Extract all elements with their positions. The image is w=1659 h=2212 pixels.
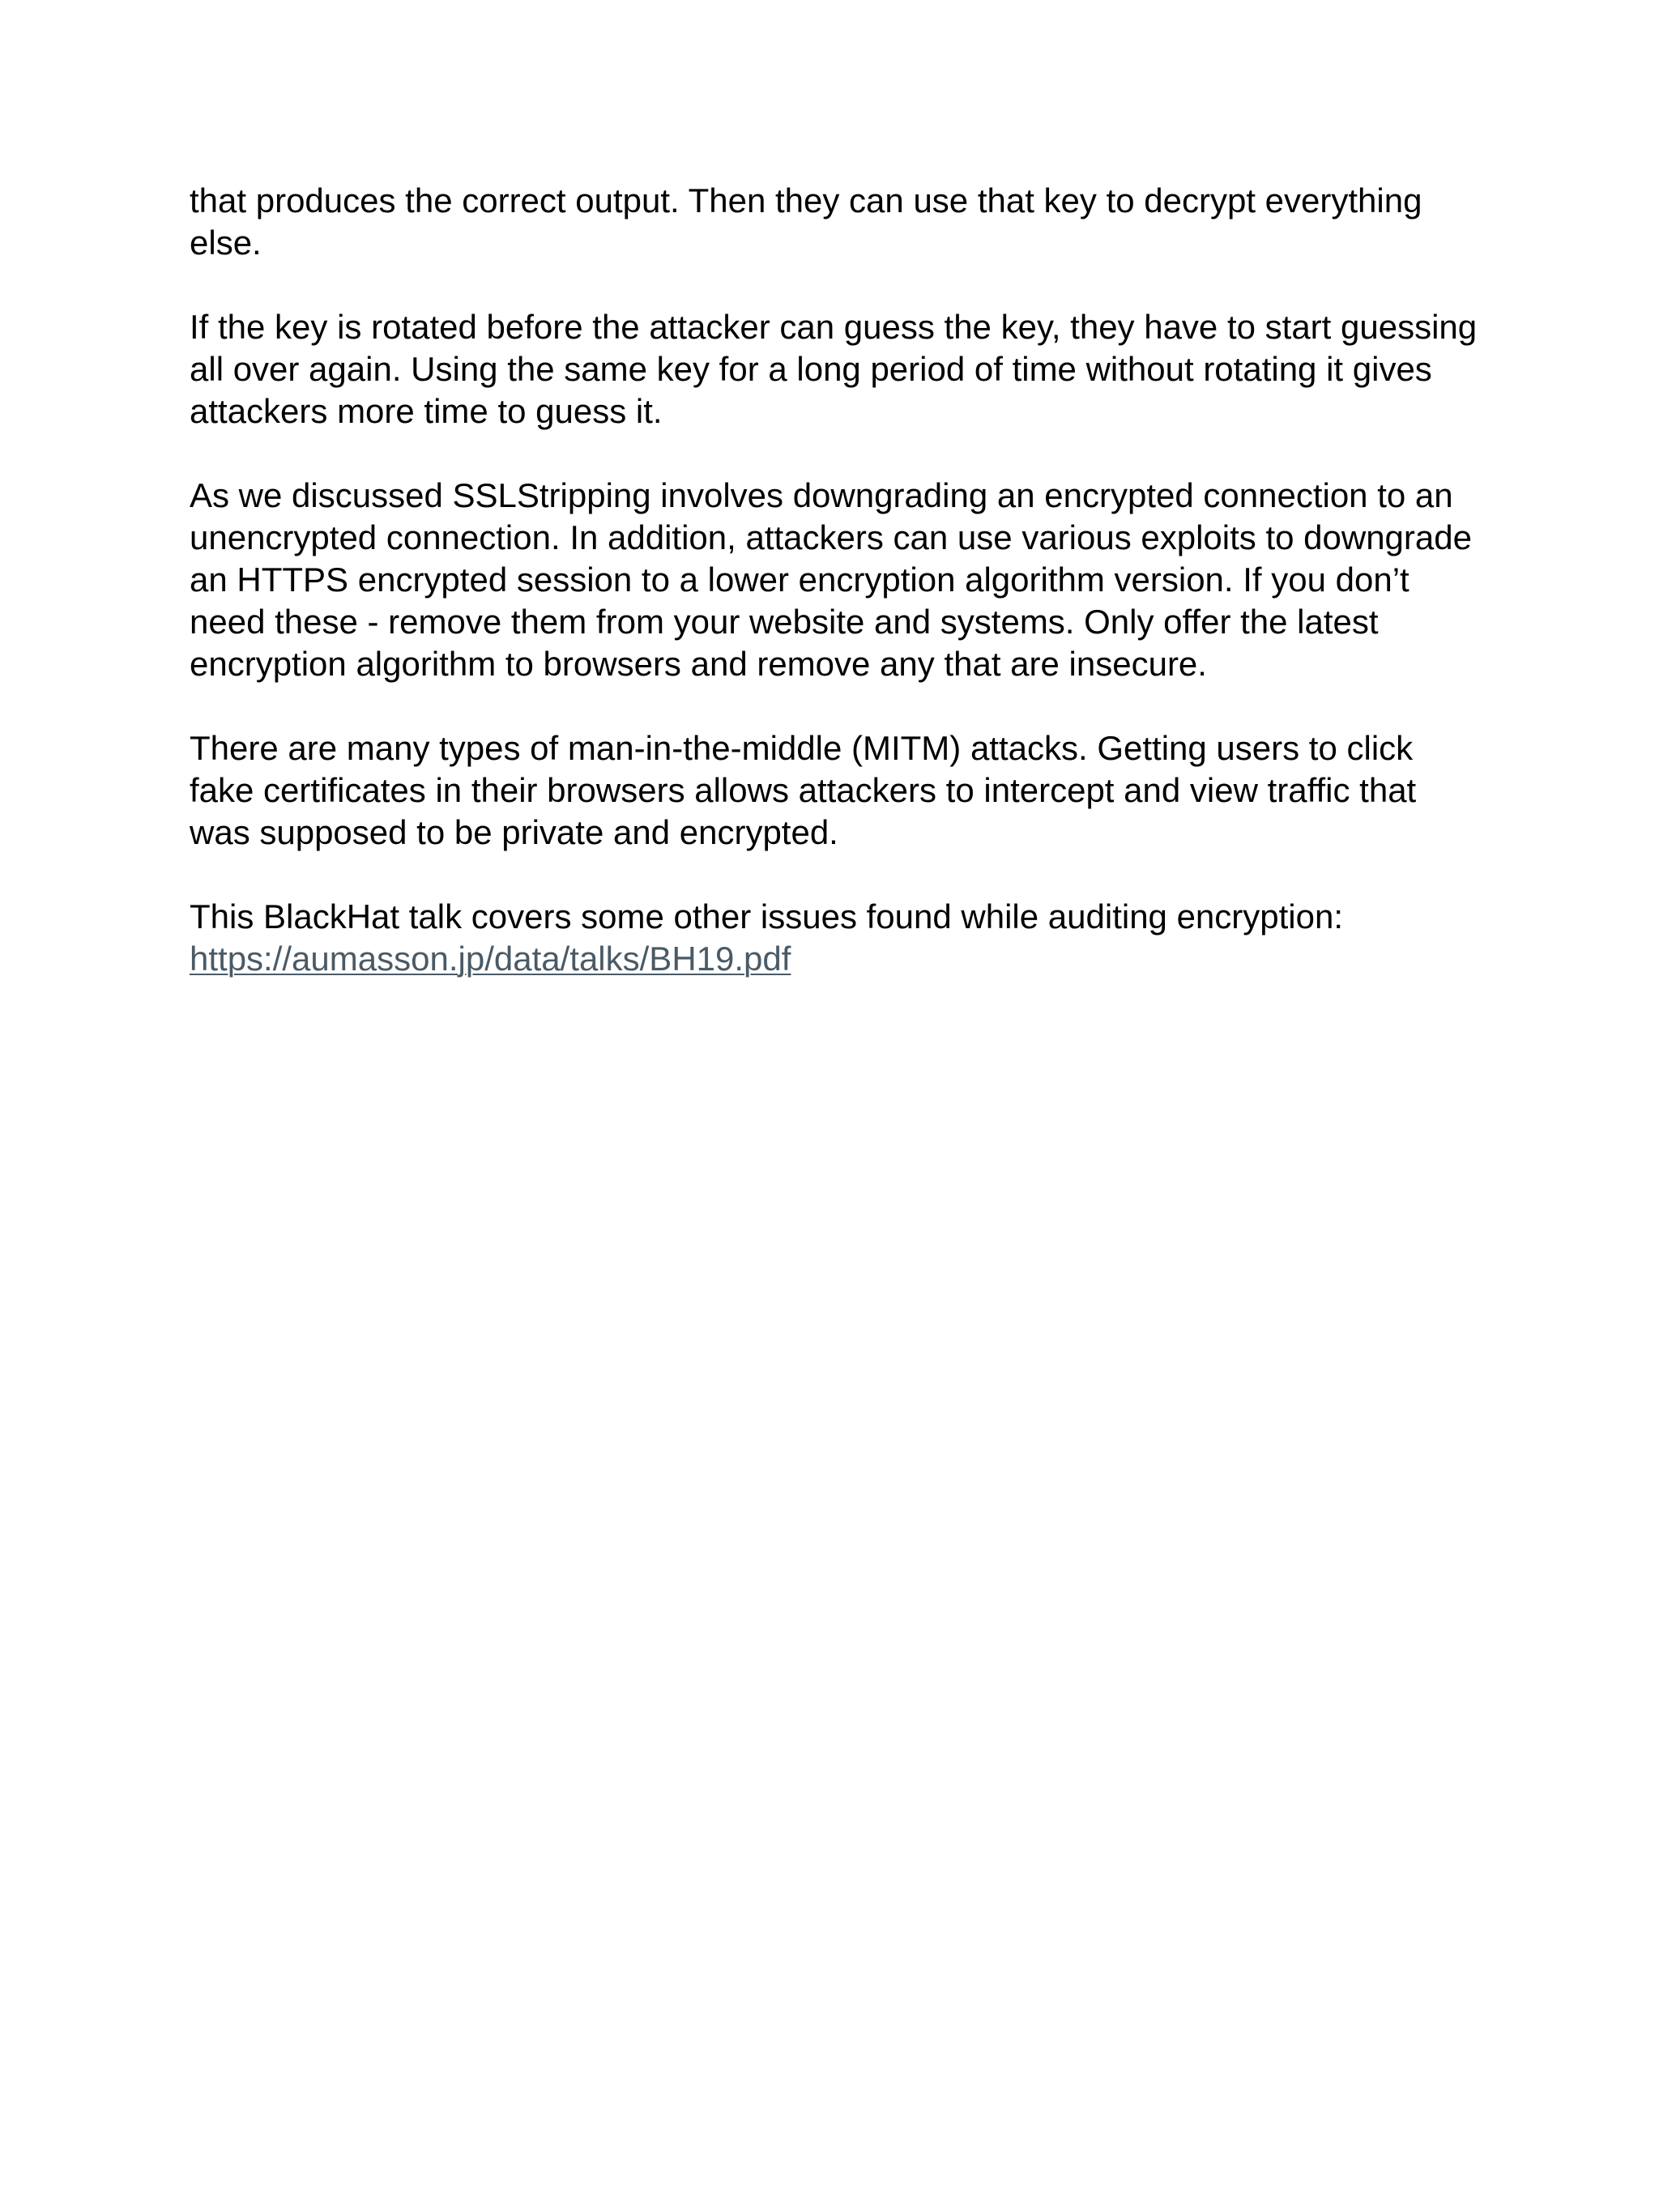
text-line: an HTTPS encrypted session to a lower encryption algorithm version. If you don’t [190, 560, 1410, 599]
text-line: This BlackHat talk covers some other issues found while auditing encryption: [190, 897, 1344, 936]
text-line: attackers more time to guess it. [190, 392, 663, 430]
text-line: was supposed to be private and encrypted. [190, 813, 838, 851]
text-line: all over again. Using the same key for a long period of time without rotating it gives [190, 350, 1432, 388]
paragraph-key-rotation [190, 306, 1518, 433]
text-line: fake certificates in their browsers allows attackers to intercept and view traffic that [190, 771, 1417, 809]
text-line: encryption algorithm to browsers and remove any that are insecure. [190, 645, 1207, 683]
text-line: that produces the correct output. Then they can use that key to decrypt everything [190, 181, 1422, 219]
text-line: As we discussed SSLStripping involves downgrading an encrypted connection to an [190, 476, 1453, 514]
text-line: unencrypted connection. In addition, attackers can use various exploits to downgrade [190, 518, 1472, 556]
text-line: need these - remove them from your website and systems. Only offer the latest [190, 603, 1379, 641]
paragraph-blackhat-talk [190, 896, 1518, 980]
text-line: There are many types of man-in-the-middle (MITM) attacks. Getting users to click [190, 729, 1414, 767]
document-body [190, 180, 1518, 980]
paragraph-ssl-stripping [190, 475, 1518, 685]
text-line: else. [190, 224, 262, 262]
paragraph-mitm-attacks [190, 727, 1518, 854]
blackhat-talk-link[interactable]: https://aumasson.jp/data/talks/BH19.pdf [190, 940, 791, 978]
paragraph-key-guessing [190, 180, 1518, 264]
text-line: If the key is rotated before the attacker can guess the key, they have to start guessing [190, 308, 1478, 346]
